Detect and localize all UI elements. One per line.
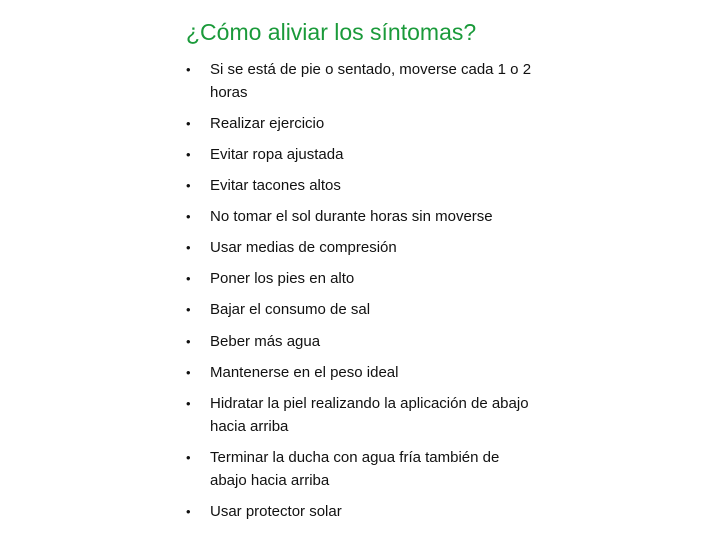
list-item-text: No tomar el sol durante horas sin moverse <box>210 208 493 225</box>
list-item-text: Evitar ropa ajustada <box>210 146 344 163</box>
list-item-text: Beber más agua <box>210 333 321 350</box>
bullet-icon: • <box>186 271 191 286</box>
list-item <box>186 446 546 492</box>
list-item <box>186 361 546 384</box>
list-item-text: Terminar la ducha con agua fría también de abajo hacia arriba <box>210 449 500 489</box>
list-item-text: Si se está de pie o sentado, moverse cada 1 o 2 horas <box>210 61 532 101</box>
list-item-text: Realizar ejercicio <box>210 115 325 132</box>
list-item <box>186 392 546 438</box>
bullet-icon: • <box>186 365 191 380</box>
list-item <box>186 298 546 321</box>
bullet-icon: • <box>186 116 191 131</box>
bullet-icon: • <box>186 302 191 317</box>
list-item <box>186 267 546 290</box>
list-item <box>186 58 546 104</box>
list-item-text: Bajar el consumo de sal <box>210 301 371 318</box>
list-item <box>186 500 546 523</box>
bullet-icon: • <box>186 178 191 193</box>
bullet-icon: • <box>186 209 191 224</box>
bullet-icon: • <box>186 396 191 411</box>
list-item <box>186 112 546 135</box>
list-item-text: Evitar tacones altos <box>210 177 341 194</box>
bullet-icon: • <box>186 62 191 77</box>
list-item <box>186 236 546 259</box>
list-item <box>186 174 546 197</box>
bullet-icon: • <box>186 240 191 255</box>
list-item-text: Poner los pies en alto <box>210 270 355 287</box>
list-item <box>186 205 546 228</box>
list-item-text: Usar medias de compresión <box>210 239 397 256</box>
bullet-icon: • <box>186 334 191 349</box>
bullet-icon: • <box>186 147 191 162</box>
list-item-text: Mantenerse en el peso ideal <box>210 364 399 381</box>
list-item-text: Usar protector solar <box>210 503 342 520</box>
bullet-icon: • <box>186 504 191 519</box>
list-item-text: Hidratar la piel realizando la aplicación de abajo hacia arriba <box>210 395 529 435</box>
list-item <box>186 330 546 353</box>
list-item <box>186 143 546 166</box>
slide-title: ¿Cómo aliviar los síntomas? <box>186 19 477 45</box>
bullet-icon: • <box>186 450 191 465</box>
